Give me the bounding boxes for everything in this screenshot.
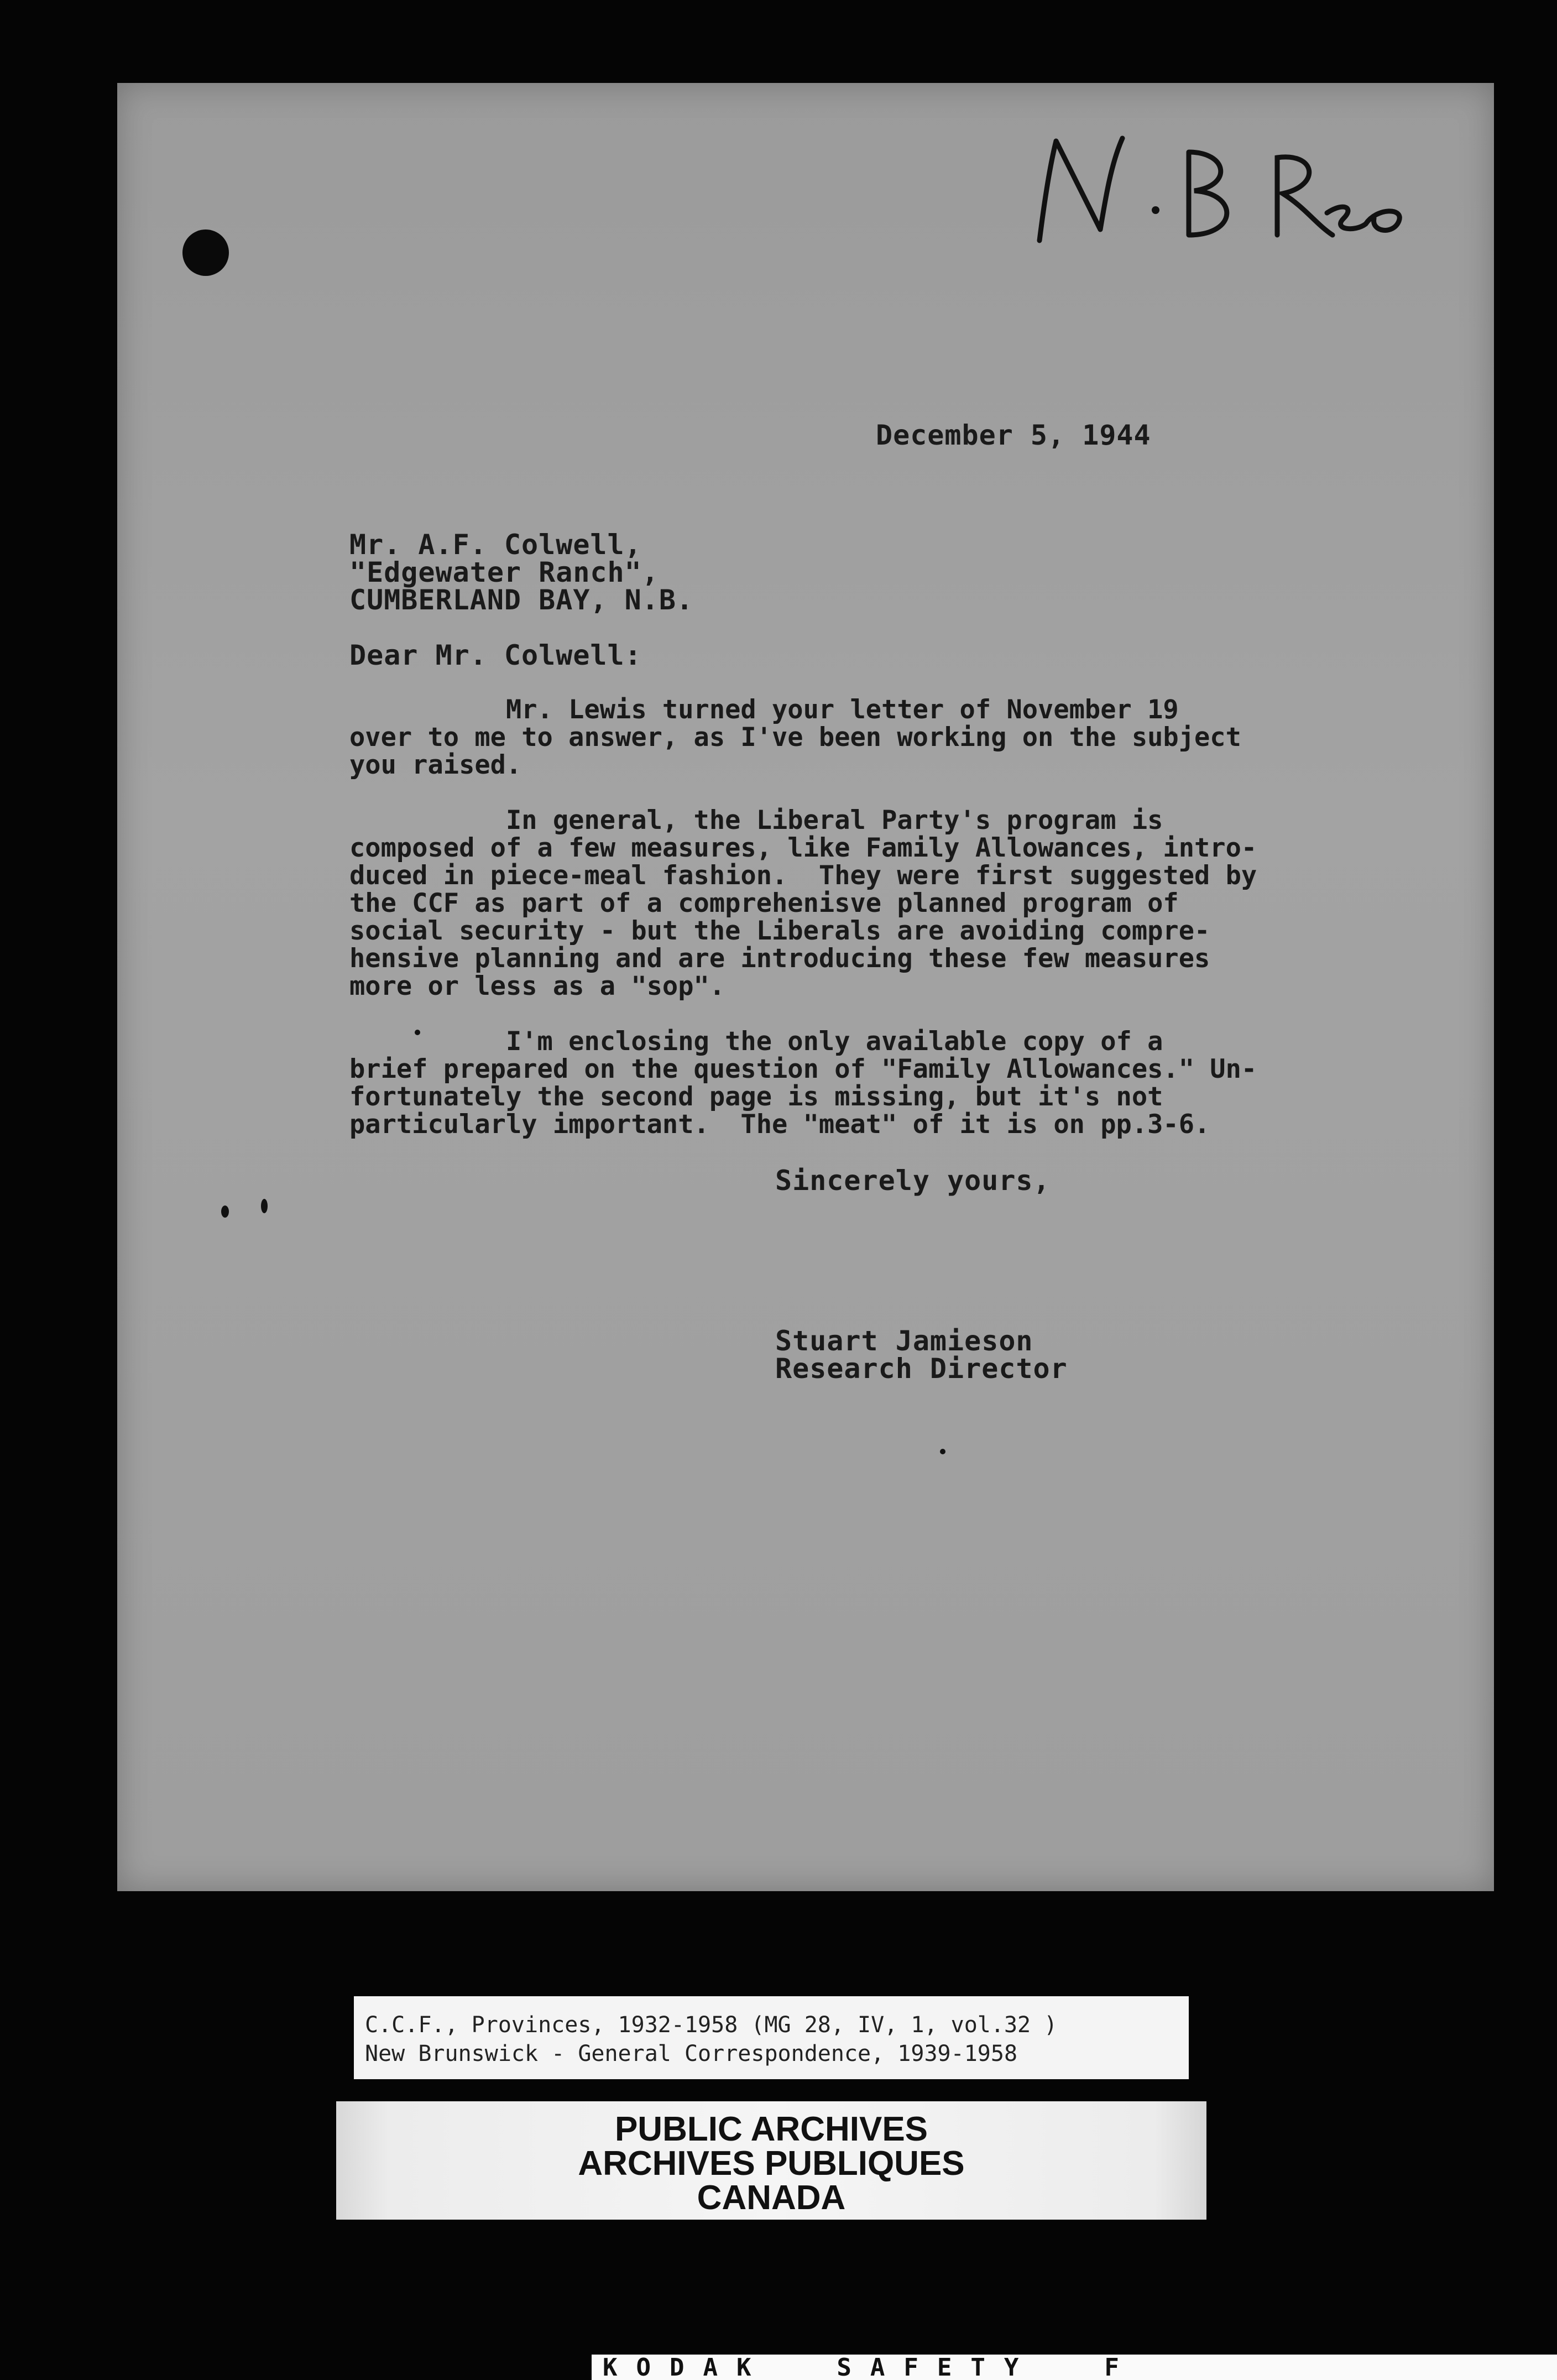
handwritten-note bbox=[1017, 130, 1415, 257]
paragraph-line: fortunately the second page is missing, but it's not bbox=[349, 1082, 1163, 1112]
stamp-line: PUBLIC ARCHIVES bbox=[614, 2110, 928, 2148]
paragraph-line: social security - but the Liberals are avoiding compre- bbox=[349, 916, 1210, 946]
recipient-name: Mr. A.F. Colwell, bbox=[349, 529, 642, 561]
signer-title: Research Director bbox=[775, 1353, 1068, 1385]
paragraph-line: In general, the Liberal Party's program is bbox=[349, 805, 1163, 836]
letter-date: December 5, 1944 bbox=[876, 419, 1151, 451]
paragraph-line: more or less as a "sop". bbox=[349, 971, 725, 1001]
paragraph-line: over to me to answer, as I've been working on the subject bbox=[349, 722, 1241, 753]
signer-name: Stuart Jamieson bbox=[775, 1325, 1033, 1357]
paragraph-line: I'm enclosing the only available copy of a bbox=[349, 1026, 1163, 1057]
archive-reference-line: New Brunswick - General Correspondence, 1939-1958 bbox=[365, 2041, 1018, 2066]
film-edge-text: KODAK SAFETY F bbox=[603, 2353, 1138, 2380]
paragraph-line: brief prepared on the question of "Family Allowances." Un- bbox=[349, 1054, 1257, 1084]
speck-mark bbox=[221, 1205, 229, 1218]
paragraph-line: composed of a few measures, like Family Allowances, intro- bbox=[349, 833, 1257, 863]
archive-reference-line: C.C.F., Provinces, 1932-1958 (MG 28, IV, 1, vol.32 ) bbox=[365, 2012, 1058, 2038]
closing: Sincerely yours, bbox=[775, 1165, 1051, 1197]
stamp-line: CANADA bbox=[697, 2179, 846, 2217]
archive-reference-label bbox=[354, 1996, 1189, 2079]
letter-sheet bbox=[117, 83, 1494, 1891]
archives-stamp bbox=[336, 2101, 1206, 2220]
paragraph-line: Mr. Lewis turned your letter of November 19 bbox=[349, 695, 1179, 725]
film-edge-marking bbox=[592, 2355, 1557, 2380]
paragraph-line: hensive planning and are introducing these few measures bbox=[349, 943, 1210, 974]
paragraph-line: particularly important. The "meat" of it is on pp.3-6. bbox=[349, 1109, 1210, 1140]
speck-mark bbox=[940, 1449, 945, 1454]
stamp-line: ARCHIVES PUBLIQUES bbox=[578, 2144, 965, 2183]
recipient-place: CUMBERLAND BAY, N.B. bbox=[349, 584, 694, 616]
speck-mark bbox=[261, 1199, 268, 1213]
paragraph-line: you raised. bbox=[349, 750, 522, 780]
paragraph-line: the CCF as part of a comprehenisve planned program of bbox=[349, 888, 1179, 918]
salutation: Dear Mr. Colwell: bbox=[349, 639, 642, 671]
paragraph-line: duced in piece-meal fashion. They were first suggested by bbox=[349, 860, 1257, 891]
punch-hole bbox=[182, 229, 229, 276]
recipient-ranch: "Edgewater Ranch", bbox=[349, 556, 659, 588]
